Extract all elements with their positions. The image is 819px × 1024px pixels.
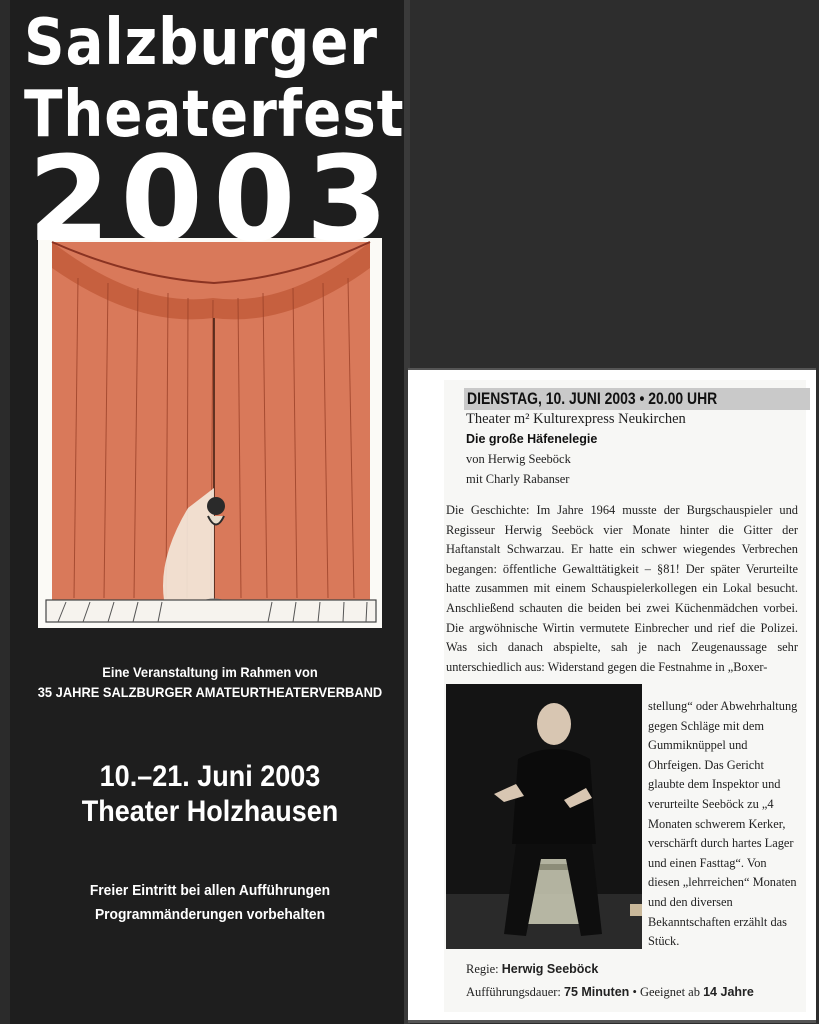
stage-illustration: [38, 238, 382, 628]
curtain-drawing: [38, 238, 382, 628]
director-name: Herwig Seeböck: [501, 962, 599, 976]
performance-date-text: DIENSTAG, 10. JUNI 2003 • 20.00 UHR: [467, 389, 718, 408]
flyer-title-line1: Salzburger: [24, 6, 378, 80]
program-change-note: Programmänderungen vorbehalten: [94, 906, 326, 923]
year-digit: 0: [120, 130, 203, 268]
year-digit: 0: [213, 130, 296, 268]
actor-photo: [446, 684, 642, 949]
flyer-title-line2: Theaterfest: [24, 78, 405, 152]
director-label: Regie:: [466, 962, 499, 976]
story-text: Die Geschichte: Im Jahre 1964 musste der Burgschauspieler und Regisseur Herwig Seeböck vier Monate hinter die Gitter der Haftanstalt Schwarzau. Er hatte ein schwer wiegendes Verbrechen begangen: öffentliche Gewalttätigkeit – §81! Der später Verurteilte hatte zusammen mit einem Schauspielerkollegen ein Lokal besucht. Anschließend schauten die beiden bei zwei Küchenmädchen vorbei. Die argwöhnische Wirtin vermutete Einbrecher und rief die Polizei. Was sich danach abspielte, sah je nach Zeugenaussage sehr unterschiedlich aus: Widerstand gegen die Festnahme in „Boxer-: [446, 503, 798, 674]
duration-value: 75 Minuten: [564, 985, 630, 999]
duration-info: [466, 985, 754, 1000]
play-cast: mit Charly Rabanser: [466, 472, 570, 486]
story-text-continued: stellung“ oder Abwehrhaltung gegen Schläge mit dem Gummiknüppel und Ohrfeigen. Das Gericht glaubte dem Inspektor und verurteilte Seeböck zu „4 Monaten schwerem Kerker, verschärft durch hartes Lager und einen Fasttag“. Von diesen „lehrreichen“ Monaten und den diversen Bekanntschaften erzählt das Stück.: [648, 699, 798, 949]
flyer-year: [28, 130, 388, 268]
director-credit: [466, 962, 598, 977]
festival-dates: 10.–21. Juni 2003: [99, 760, 321, 793]
age-value: 14 Jahre: [703, 985, 754, 999]
play-author: von Herwig Seeböck: [466, 452, 571, 466]
play-title: Die große Häfenelegie: [466, 432, 598, 446]
festival-venue: Theater Holzhausen: [81, 795, 339, 828]
actor-on-stage-image: [446, 684, 642, 949]
duration-label: Aufführungsdauer:: [466, 985, 561, 999]
theater-company: Theater m² Kulturexpress Neukirchen: [466, 411, 686, 427]
event-info-line1: Eine Veranstaltung im Rahmen von: [102, 664, 318, 680]
year-digit: 2: [28, 130, 111, 268]
free-entry-note: Freier Eintritt bei allen Aufführungen: [89, 882, 331, 899]
performance-date-header: [464, 388, 810, 410]
event-info-line2: 35 JAHRE SALZBURGER AMATEURTHEATERVERBAND: [37, 684, 383, 700]
age-label: • Geeignet ab: [632, 985, 700, 999]
year-digit: 3: [305, 130, 388, 268]
